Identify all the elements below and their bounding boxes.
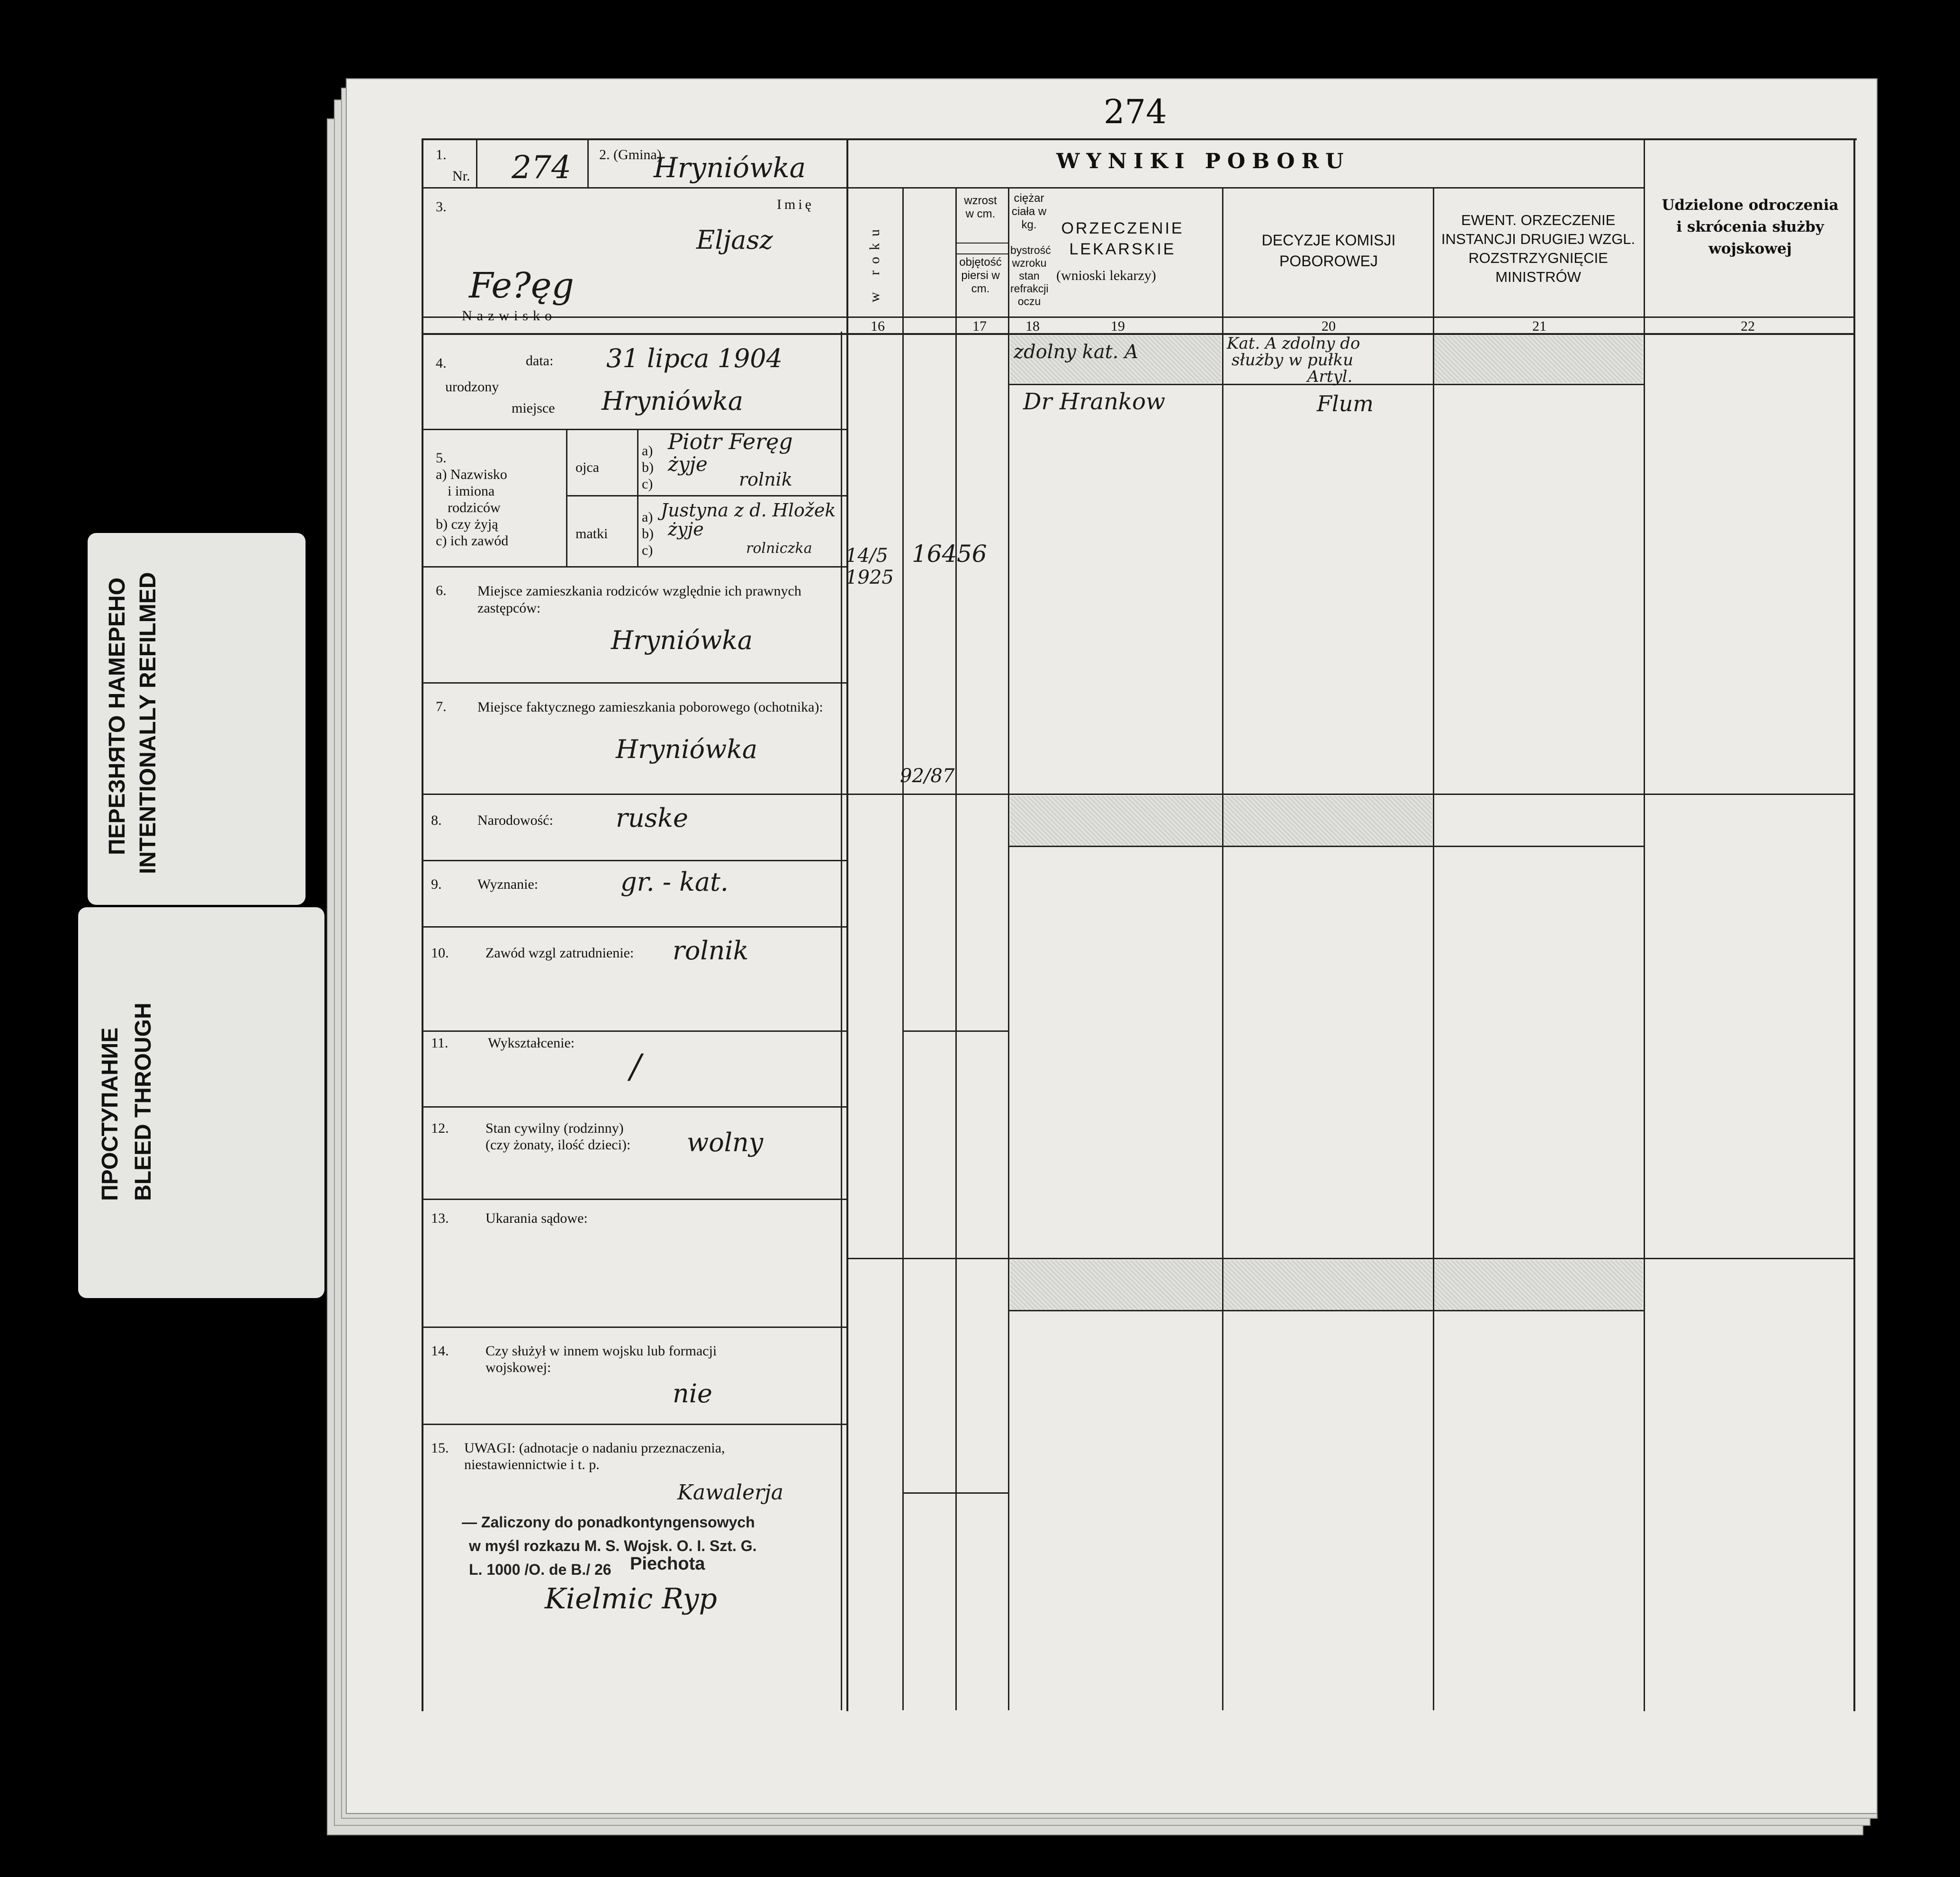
header-row1-line xyxy=(422,187,848,189)
ojca-a-marker: a) xyxy=(642,443,653,459)
col-chest-label: objętość piersi w cm. xyxy=(959,256,1002,295)
r11-value: / xyxy=(630,1047,641,1086)
stamp-piechota: Piechota xyxy=(630,1554,705,1574)
r7-value: Hryniówka xyxy=(616,734,758,764)
r14-num: 14. xyxy=(431,1343,449,1359)
nr-box-edge xyxy=(476,138,477,187)
mini-line xyxy=(902,1492,1009,1494)
r4-miejsce-value: Hryniówka xyxy=(602,386,744,416)
ojca-a-value: Piotr Feręg xyxy=(668,429,793,454)
r14-label-b: wojskowej: xyxy=(486,1360,551,1375)
col-num-20: 20 xyxy=(1322,318,1336,334)
col-17-edge xyxy=(955,187,957,1710)
field-3-num: 3. xyxy=(436,199,447,215)
r7-num: 7. xyxy=(436,699,447,714)
r5-inner-h xyxy=(566,495,848,496)
page-number: 274 xyxy=(1104,92,1167,131)
row-sep xyxy=(422,794,848,795)
col-height-label: wzrost w cm. xyxy=(964,194,997,220)
sub-rule-18 xyxy=(955,243,1009,244)
r4-data-label: data: xyxy=(526,353,554,369)
signature-2: Kielmic Ryp xyxy=(545,1582,717,1615)
c19-signature: Dr Hrankow xyxy=(1023,388,1166,415)
row-sep xyxy=(422,1327,848,1328)
r5-text-d: b) czy żyją xyxy=(436,516,498,532)
matki-c-marker: c) xyxy=(642,542,653,558)
frame-top xyxy=(422,138,1857,140)
row-sep xyxy=(422,1106,848,1108)
col19-sub: (wnioski lekarzy) xyxy=(1056,268,1156,283)
shaded-band xyxy=(1010,796,1221,846)
col-20-edge xyxy=(1433,187,1434,1710)
matki-label: matki xyxy=(575,526,608,541)
nr-value: 274 xyxy=(512,149,571,186)
r15-num: 15. xyxy=(431,1440,449,1456)
r5-text-a: a) Nazwisko xyxy=(436,467,507,482)
r13-num: 13. xyxy=(431,1210,449,1226)
matki-a-marker: a) xyxy=(642,509,653,525)
measure-weight: 56 xyxy=(957,540,987,568)
c20-line-1: Kat. A zdolny do xyxy=(1227,334,1360,353)
r4-data-value: 31 lipca 1904 xyxy=(606,343,783,373)
stamp-line-3: L. 1000 /O. de B./ 26 xyxy=(469,1561,611,1578)
header-num-line xyxy=(422,316,1855,318)
r4-urodzony-label: urodzony xyxy=(445,379,499,395)
matki-a-value: Justyna z d. Hložek xyxy=(661,500,836,521)
nr-label: Nr. xyxy=(452,168,470,184)
r12-label-a: Stan cywilny (rodzinny) xyxy=(486,1120,624,1136)
row-sep xyxy=(422,1424,848,1425)
ojca-c-marker: c) xyxy=(642,476,653,492)
matki-b-marker: b) xyxy=(642,526,654,541)
col21-title: EWENT. ORZECZENIE INSTANCJI DRUGIEJ WZGL. ROZSTRZYGNIĘCIE MINISTRÓW xyxy=(1441,212,1636,285)
col22-title: Udzielone odroczenia i skrócenia służby wojskowej xyxy=(1662,197,1839,257)
ojca-c-value: rolnik xyxy=(739,469,792,490)
r13-label: Ukarania sądowe: xyxy=(486,1210,588,1226)
measure-height: 164 xyxy=(912,540,957,568)
r15-note: Kawalerja xyxy=(677,1480,784,1505)
shaded-band xyxy=(1010,1260,1221,1310)
nr-box-edge-2 xyxy=(587,138,589,187)
r6-value: Hryniówka xyxy=(611,625,753,655)
r12-label-b: (czy żonaty, ilość dzieci): xyxy=(486,1137,631,1153)
r5-num: 5. xyxy=(436,450,447,466)
r5-inner-v2 xyxy=(637,429,638,566)
decision-line xyxy=(1009,846,1645,847)
r10-value: rolnik xyxy=(673,936,749,966)
r9-num: 9. xyxy=(431,876,442,892)
wyniki-poboru-title: WYNIKI POBORU xyxy=(1056,149,1350,173)
r5-inner-v xyxy=(566,429,567,566)
frame-left xyxy=(422,138,423,1711)
col-num-21: 21 xyxy=(1532,318,1546,334)
mini-line xyxy=(902,1030,1009,1032)
shaded-band xyxy=(1434,335,1643,383)
stamp-line-2: w myśl rozkazu M. S. Wojsk. O. I. Szt. G. xyxy=(469,1537,757,1554)
r9-value: gr. - kat. xyxy=(620,867,728,897)
left-block-edge-2 xyxy=(841,332,842,1710)
section-line xyxy=(846,794,1855,795)
shaded-band xyxy=(1434,1260,1643,1310)
section-line xyxy=(846,1258,1855,1259)
col-eyes-label: bystrość wzroku stan refrakcji oczu xyxy=(1010,244,1051,307)
col20-title: DECYZJE KOMISJI POBOROWEJ xyxy=(1261,232,1396,270)
refilmed-label-en: INTENTIONALLY REFILMED xyxy=(135,572,161,874)
gmina-value: Hryniówka xyxy=(654,152,806,184)
col-num-17: 17 xyxy=(972,318,987,334)
ojca-label: ojca xyxy=(575,460,599,475)
ojca-b-marker: b) xyxy=(642,460,654,475)
col-num-22: 22 xyxy=(1741,318,1755,334)
c19-decision: zdolny kat. A xyxy=(1014,341,1139,363)
imie-value: Eljasz xyxy=(696,225,773,255)
field-1-num: 1. xyxy=(436,147,447,162)
r10-label: Zawód wzgl zatrudnienie: xyxy=(486,945,634,961)
row-sep xyxy=(422,682,848,684)
r5-text-b: i imiona xyxy=(448,483,495,499)
matki-c-value: rolniczka xyxy=(746,540,812,557)
stamp-line-1: — Zaliczony do ponadkontyngensowych xyxy=(462,1514,755,1531)
matki-b-value: żyje xyxy=(668,519,704,540)
r5-text-e: c) ich zawód xyxy=(436,533,509,549)
r12-value: wolny xyxy=(687,1128,764,1157)
measure-year: 14/5 1925 xyxy=(845,545,894,588)
r8-num: 8. xyxy=(431,812,442,828)
refilmed-card xyxy=(88,533,306,905)
nazwisko-value: Fe?ęg xyxy=(469,265,574,306)
c20-line-3: Artyl. xyxy=(1307,367,1353,386)
row-sep xyxy=(422,566,848,568)
sub-rule-17 xyxy=(955,253,1009,254)
r15-label-b: niestawiennictwie i t. p. xyxy=(464,1457,600,1472)
header-bottom xyxy=(422,333,1855,335)
nazwisko-label: Nazwisko xyxy=(462,308,557,324)
ojca-b-value: żyje xyxy=(668,452,708,476)
left-block-edge xyxy=(846,138,848,1711)
col19-title: ORZECZENIE LEKARSKIE xyxy=(1061,219,1184,258)
r14-value: nie xyxy=(673,1379,713,1408)
r6-label: Miejsce zamieszkania rodziców względnie ich prawnych zastępców: xyxy=(477,583,801,616)
c20-line-2: służby w pułku xyxy=(1232,351,1354,370)
frame-right xyxy=(1853,138,1855,1711)
r4-num: 4. xyxy=(436,355,447,371)
r11-label: Wykształcenie: xyxy=(488,1035,575,1051)
r8-value: ruske xyxy=(616,803,688,833)
r15-label-a: UWAGI: (adnotacje o nadaniu przeznaczenia, xyxy=(464,1440,725,1456)
col-year-label: w roku xyxy=(867,223,882,303)
r12-num: 12. xyxy=(431,1120,449,1136)
col-21-edge xyxy=(1644,138,1645,1711)
col-18-edge xyxy=(1008,187,1009,1710)
r7-label: Miejsce faktycznego zamieszkania poborowego (ochotnika): xyxy=(477,699,823,715)
shaded-band xyxy=(1223,1260,1432,1310)
r10-num: 10. xyxy=(431,945,449,961)
col-16-edge xyxy=(902,187,904,1710)
col-weight-label: ciężar ciała w kg. xyxy=(1011,192,1047,231)
row-sep xyxy=(422,860,848,861)
col-19-edge xyxy=(1222,187,1223,1710)
c20-signature: Flum xyxy=(1317,391,1374,416)
wyniki-underline xyxy=(846,187,1645,189)
col-num-16: 16 xyxy=(871,318,885,334)
r5-text-c: rodziców xyxy=(448,500,501,515)
measure-chest: 92/87 xyxy=(900,765,955,787)
decision-line xyxy=(1009,1310,1645,1311)
imie-label: Imię xyxy=(777,197,814,212)
col-num-19: 19 xyxy=(1111,318,1125,334)
r4-miejsce-label: miejsce xyxy=(512,400,555,416)
r6-num: 6. xyxy=(436,583,447,598)
row-sep xyxy=(422,926,848,928)
col-num-18: 18 xyxy=(1025,318,1040,334)
bleed-label-ru: ПРОСТУПАНИЕ xyxy=(98,1027,123,1201)
gmina-label: 2. (Gmina) xyxy=(599,147,662,162)
bleed-through-card xyxy=(78,907,324,1298)
row-sep xyxy=(422,1030,848,1032)
refilmed-label-ru: ПЕРЕЗНЯТО НАМЕРЕНО xyxy=(105,578,130,855)
r14-label-a: Czy służył w innem wojsku lub formacji xyxy=(486,1343,717,1359)
row-sep xyxy=(422,1199,848,1200)
r8-label: Narodowość: xyxy=(477,812,553,828)
bleed-label-en: BLEED THROUGH xyxy=(131,1002,156,1201)
r11-num: 11. xyxy=(431,1035,449,1051)
shaded-band xyxy=(1223,796,1432,846)
r9-label: Wyznanie: xyxy=(477,876,539,892)
